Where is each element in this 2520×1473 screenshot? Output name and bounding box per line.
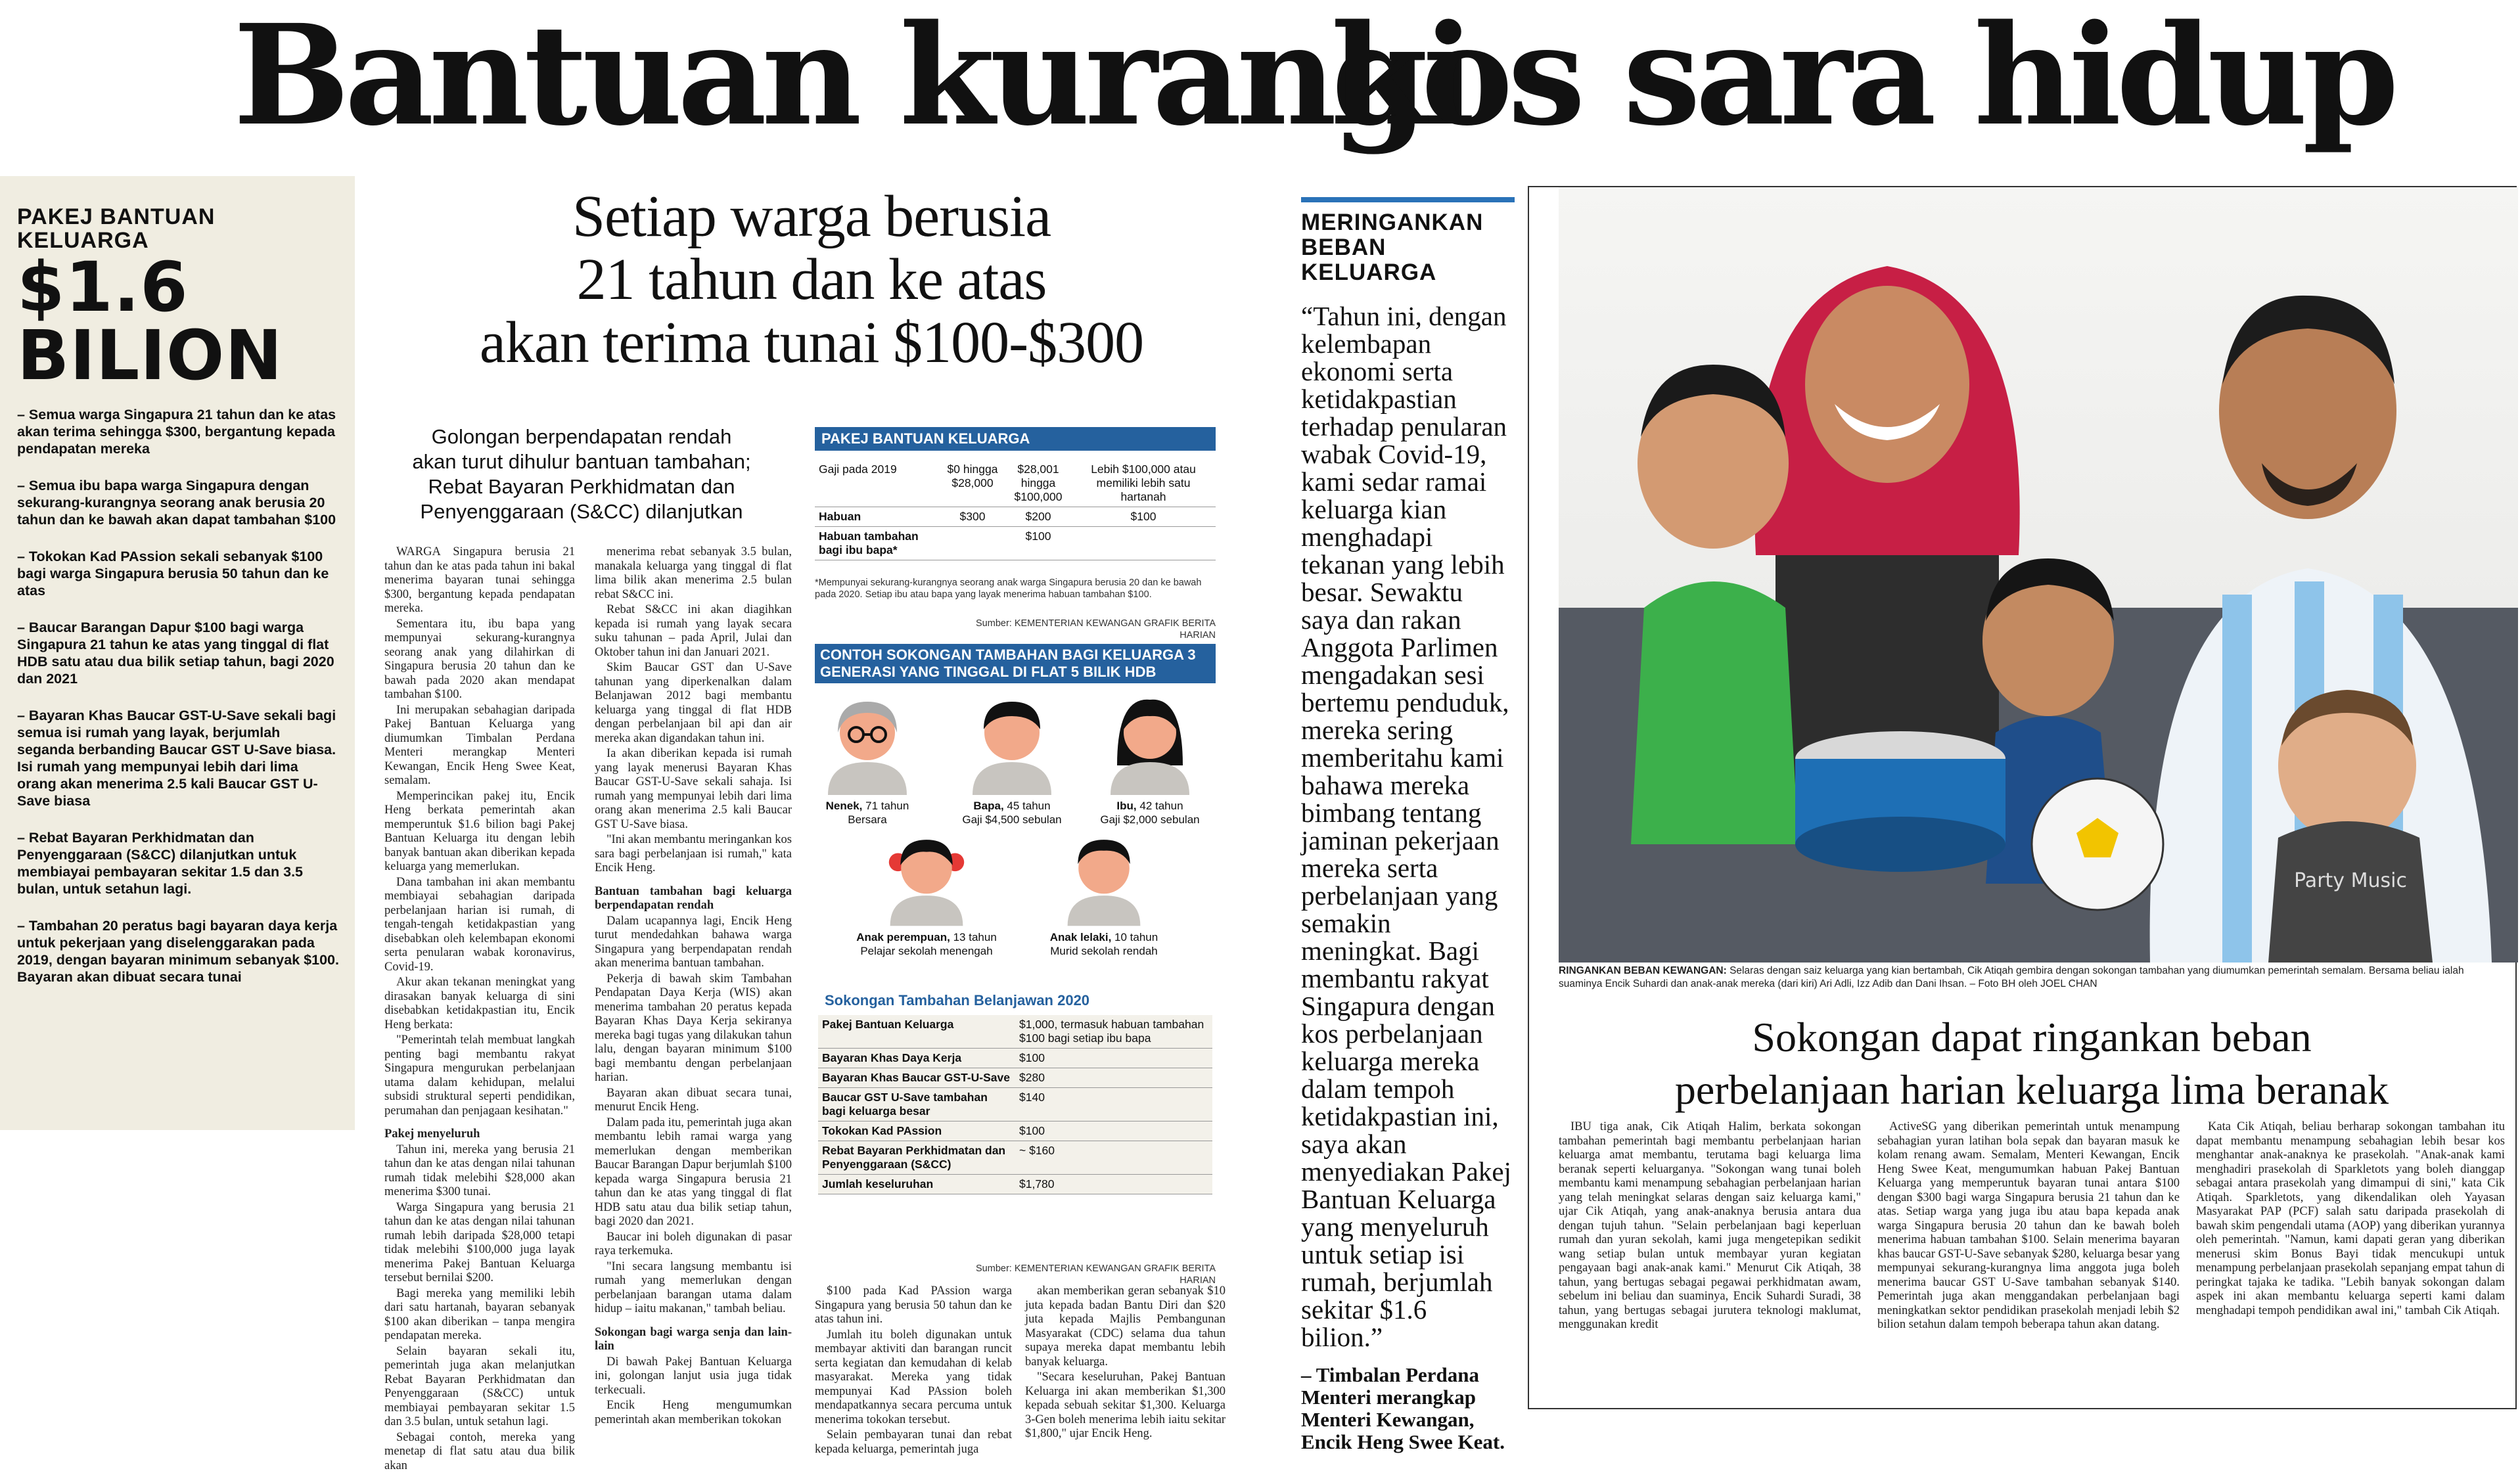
family-photo [1559, 187, 2518, 963]
paragraph: Sebagai contoh, mereka yang menetap di flat satu atau dua bilik akan [384, 1431, 575, 1473]
table-cell: Jumlah keseluruhan [818, 1175, 1015, 1194]
family-member-nenek [818, 696, 917, 827]
main-headline-right: kos sara hidup [1331, 7, 2394, 145]
family-member-anak-perempuan [841, 834, 1012, 958]
mother-icon [1107, 696, 1193, 795]
table-row [815, 460, 1216, 507]
paragraph: Ia akan diberikan kepada isi rumah yang layak menerusi Bayaran Khas Baucar GST-U-Save sekali sahaja. Isi rumah yang mempunyai lebih dari lima orang akan menerima 2.5 kali Baucar GST U-Save biasa. [595, 747, 792, 832]
table-row [815, 507, 1216, 527]
table-footnote: *Mempunyai sekurang-kurangnya seorang anak warga Singapura berusia 20 dan ke bawah pada 2020. Setiap ibu atau bapa yang layak menerima habuan tambahan $100. [815, 577, 1209, 601]
paragraph: Encik Heng mengumumkan pemerintah akan memberikan tokokan [595, 1399, 792, 1427]
member-name: Ibu, [1116, 800, 1136, 812]
sidebar-amount-line1: $1.6 [17, 254, 340, 321]
table-cell: Habuan [815, 507, 940, 527]
paragraph: ActiveSG yang diberikan pemerintah untuk menampung sebahagian yuran latihan bola sepak dan bayaran masuk ke kolam renang awam. Semalam, Menteri Kewangan, Encik Heng Swee Keat, mengumumkan habuan Pakej Bantuan Keluarga yang memperuntuk bayaran tunai antara $100 dengan $300 bagi warga Singapura berusia 21 tahun dan ke atas. Setiap warga yang juga ibu atau bapa kepada anak warga Singapura berusia 20 tahun dan ke bawah boleh menerima habuan tambahan $100. Selain menerima bayaran khas baucar GST-U-Save sebanyak $280, keluarga besar yang mempunyai sekurang-kurangnya lima anggota juga boleh menerima baucar GST U-Save tambahan sebanyak $140. Pemerintah juga akan menggandakan perbelanjaan bagi meningkatkan sektor pendidikan prasekolah menjadi lebih $2 bilion setahun dalam tempoh beberapa tahun akan datang. [1877, 1120, 2180, 1332]
paragraph: Ini merupakan sebahagian daripada Pakej Bantuan Keluarga yang diumumkan Timbalan Perdana Menteri merangkap Menteri Kewangan, Encik Heng Swee Keat, semalam. [384, 704, 575, 788]
sub-story-col-3 [2196, 1120, 2505, 1396]
sub-story-headline [1559, 1011, 2505, 1116]
table-cell: Pakej Bantuan Keluarga [818, 1015, 1015, 1049]
paragraph: Baucar ini boleh digunakan di pasar raya terkemuka. [595, 1231, 792, 1259]
table-row [818, 1175, 1212, 1194]
quote-column [1301, 197, 1515, 1453]
table-cell: ~ $160 [1015, 1141, 1212, 1175]
paragraph: Jumlah itu boleh digunakan untuk membayar aktiviti dan barangan runcit serta kegiatan dan kemudahan di kelab masyarakat. Mereka yang tidak mempunyai Kad PAssion boleh mendapatkannya secara percuma untuk menerima tokokan tersebut. [815, 1328, 1012, 1428]
sub-headline-line: Sokongan dapat ringankan beban [1559, 1011, 2505, 1064]
table-row [818, 1122, 1212, 1141]
body-column-2 [595, 545, 792, 1360]
main-headline-left: Bantuan kurangi [233, 7, 1470, 145]
table-header: $28,001 hingga $100,000 [1005, 460, 1071, 507]
member-name: Nenek, [826, 800, 863, 812]
photo-caption [1559, 964, 2505, 991]
sidebar-item: – Baucar Barangan Dapur $100 bagi warga Singapura 21 tahun ke atas yang tinggal di flat HDB satu atau dua bilik setiap tahun, bagi 2020 dan 2021 [17, 619, 340, 687]
member-age: 42 tahun [1139, 800, 1183, 812]
sidebar-list [17, 406, 340, 986]
member-desc: Bersara [818, 813, 917, 827]
member-name: Bapa, [973, 800, 1003, 812]
caption-text: Selaras dengan saiz keluarga yang kian bertambah, Cik Atiqah gembira dengan sokongan tambahan yang diumumkan pemerintah semalam. Bersama beliau ialah suaminya Encik Suhardi dan anak-anak mereka (dari kiri) Ari Adli, Izz Adib dan Dani Ihsan. – Foto BH oleh JOEL CHAN [1559, 965, 2464, 989]
grandmother-icon [825, 696, 910, 795]
table-cell: $140 [1015, 1088, 1212, 1122]
member-age: 13 tahun [953, 931, 997, 943]
table-row [815, 527, 1216, 560]
member-age: 10 tahun [1114, 931, 1158, 943]
paragraph: Pekerja di bawah skim Tambahan Pendapatan Daya Kerja (WIS) akan menerima tambahan 20 peratus kepada Bayaran Khas Daya Kerja sekiranya mereka bagi tugas yang dilakukan tahun lalu, dengan bayaran minimum $100 bagi membantu dengan perbelanjaan harian. [595, 972, 792, 1085]
paragraph: Dalam ucapannya lagi, Encik Heng turut mendedahkan bahawa warga Singapura yang berpendapatan rendah akan menerima bantuan tambahan. [595, 915, 792, 971]
paragraph: Selain bayaran sekali itu, pemerintah juga akan melanjutkan Rebat Bayaran Perkhidmatan dan Penyenggaraan (S&CC) untuk membiayai pembayaran sekitar 1.5 dan 3.5 bulan, untuk setahun lagi. [384, 1345, 575, 1430]
package-table [815, 460, 1216, 560]
sub-story-col-2 [1877, 1120, 2180, 1396]
table-header: Lebih $100,000 atau memiliki lebih satu hartanah [1071, 460, 1216, 507]
caption-label: RINGANKAN BEBAN KEWANGAN: [1559, 965, 1727, 976]
father-icon [969, 696, 1055, 795]
table-cell: $100 [1071, 507, 1216, 527]
paragraph: "Ini secara langsung membantu isi rumah yang memerlukan dengan perbelanjaan barangan utama dalam hidup – iaitu makanan," tambah beliau. [595, 1260, 792, 1317]
family-member-bapa [946, 696, 1078, 827]
table-cell: $100 [1015, 1049, 1212, 1068]
support-source: Sumber: KEMENTERIAN KEWANGAN GRAFIK BERITA HARIAN [946, 1263, 1216, 1286]
deck-line: Rebat Bayaran Perkhidmatan dan [384, 474, 779, 499]
paragraph: "Secara keseluruhan, Pakej Bantuan Keluarga ini akan memberikan $1,300 kepada sebuah sekitar $1,300. Keluarga 3-Gen boleh menerima lebih iaitu sekitar $1,800," ujar Encik Heng. [1025, 1371, 1226, 1441]
paragraph: Dalam pada itu, pemerintah juga akan membantu lebih ramai warga yang memerlukan dengan memberikan Baucar Barangan Dapur berjumlah $100 kepada warga Singapura berusia 21 tahun dan ke atas yang tinggal di flat HDB satu atau dua bilik setiap tahun, bagi 2020 dan 2021. [595, 1116, 792, 1229]
subheading: Pakej menyeluruh [384, 1127, 575, 1142]
member-age: 71 tahun [865, 800, 909, 812]
table-row [818, 1141, 1212, 1175]
paragraph: Tahun ini, mereka yang berusia 21 tahun dan ke atas dengan nilai tahunan rumah tidak melebihi $28,000 akan menerima $300 tunai. [384, 1143, 575, 1200]
member-age: 45 tahun [1007, 800, 1050, 812]
table-cell: $100 [1015, 1122, 1212, 1141]
body-column-4 [1025, 1284, 1226, 1403]
paragraph: WARGA Singapura berusia 21 tahun dan ke atas pada tahun ini bakal menerima bayaran tunai sehingga $300, bergantung kepada pendapatan mereka. [384, 545, 575, 616]
shirt-print: Party Music [2294, 869, 2407, 892]
member-desc: Gaji $4,500 sebulan [946, 813, 1078, 827]
subheading: Bantuan tambahan bagi keluarga berpendapatan rendah [595, 885, 792, 913]
infographic-banner-2: CONTOH SOKONGAN TAMBAHAN BAGI KELUARGA 3 GENERASI YANG TINGGAL DI FLAT 5 BILIK HDB [815, 644, 1216, 683]
paragraph: menerima rebat sebanyak 3.5 bulan, manakala keluarga yang tinggal di flat lima bilik akan menerima 2.5 bulan rebat S&CC ini. [595, 545, 792, 602]
body-column-1 [384, 545, 575, 1406]
paragraph: Kata Cik Atiqah, beliau berharap sokongan tambahan itu dapat membantu menampung sebahagian lebih besar kos menghantar anak-anaknya ke prasekolah. "Anak-anak kami menghadiri prasekolah di Sparkletots yang boleh dianggap sebagai antara prasekolah yang dimampui di sini," kata Cik Atiqah. Sparkletots, yang dikendalikan oleh Yayasan Masyarakat PAP (PCF) salah satu daripada prasekolah di bawah skim pengendali utama (AOP) yang diberikan yurannya oleh pemerintah. "Namun, kami dapati geran yang diberikan menerusi skim Bonus Bayi tidak mencukupi untuk menampung perbelanjaan prasekolah sepanjang empat tahun di peringkat tajaka ke tadika. "Lebih banyak sokongan dalam aspek ini akan membantu keluarga seperti kami dalam menghadapi tempoh pendidikan awal ini," tambah Cik Atiqah. [2196, 1120, 2505, 1318]
table-source: Sumber: KEMENTERIAN KEWANGAN GRAFIK BERITA HARIAN [946, 618, 1216, 641]
table-cell: $280 [1015, 1068, 1212, 1088]
paragraph: "Pemerintah telah membuat langkah penting bagi membantu rakyat Singapura mengurukan perbelanjaan utama dalam kehidupan, melalui subsidi struktural seperti pendidikan, perumahan dan penjagaan kesihatan." [384, 1033, 575, 1118]
daughter-icon [887, 834, 966, 926]
deck-line: akan turut dihulur bantuan tambahan; [384, 449, 779, 474]
sidebar-item: – Tokokan Kad PAssion sekali sebanyak $100 bagi warga Singapura berusia 50 tahun dan ke atas [17, 548, 340, 599]
table-cell: Baucar GST U-Save tambahan bagi keluarga besar [818, 1088, 1015, 1122]
paragraph: Akur akan tekanan meningkat yang dirasakan banyak keluarga di sini disebabkan ketidakpastian itu, Encik Heng berkata: [384, 976, 575, 1032]
table-cell: $100 [1005, 527, 1071, 560]
paragraph: Memperincikan pakej itu, Encik Heng berkata pemerintah akan memperuntuk $1.6 bilion bagi Pakej Bantuan Keluarga itu dengan lebih banyak bantuan akan diberikan kepada keluarga yang memerlukan. [384, 790, 575, 874]
subheading: Sokongan bagi warga senja dan lain-lain [595, 1326, 792, 1354]
table-header: $0 hingga $28,000 [940, 460, 1005, 507]
table-row [818, 1068, 1212, 1088]
family-photo-illustration [1559, 187, 2518, 963]
paragraph: Rebat S&CC ini akan diagihkan kepada isi rumah yang layak secara suku tahunan – pada April, Julai dan Oktober tahun ini dan Januari 2021. [595, 603, 792, 660]
quote-attribution: – Timbalan Perdana Menteri merangkap Menteri Kewangan, Encik Heng Swee Keat. [1301, 1364, 1515, 1453]
table-cell: Bayaran Khas Daya Kerja [818, 1049, 1015, 1068]
table-cell: $300 [940, 507, 1005, 527]
story-headline-line: 21 tahun dan ke atas [394, 248, 1229, 311]
body-column-3 [815, 1284, 1012, 1403]
paragraph: Warga Singapura yang berusia 21 tahun dan ke atas dengan nilai tahunan rumah lebih daripada $28,000 tetapi tidak melebihi $100,000 juga layak menerima Pakej Bantuan Keluarga tersebut bernilai $200. [384, 1201, 575, 1286]
member-name: Anak lelaki, [1050, 931, 1112, 943]
story-deck [384, 424, 779, 524]
sidebar-item: – Semua warga Singapura 21 tahun dan ke atas akan terima sehingga $300, bergantung kepada pendapatan mereka [17, 406, 340, 457]
family-member-ibu [1084, 696, 1216, 827]
paragraph: Skim Baucar GST dan U-Save tahunan yang diperkenalkan dalam Belanjawan 2012 bagi membantu keluarga yang tinggal di flat HDB dengan perbelanjaan bil api dan air mereka akan digandakan tahun ini. [595, 661, 792, 746]
sidebar-item: – Bayaran Khas Baucar GST-U-Save sekali bagi semua isi rumah yang layak, berjumlah seganda berbanding Baucar GST U-Save biasa. Isi rumah yang mempunyai lebih dari lima orang akan menerima 2.5 kali Baucar GST U-Save biasa [17, 707, 340, 809]
deck-line: Golongan berpendapatan rendah [384, 424, 779, 449]
paragraph: Di bawah Pakej Bantuan Keluarga ini, golongan lanjut usia juga tidak terkecuali. [595, 1355, 792, 1398]
son-icon [1065, 834, 1143, 926]
support-table-title: Sokongan Tambahan Belanjawan 2020 [825, 992, 1089, 1009]
member-desc: Pelajar sekolah menengah [841, 944, 1012, 958]
paragraph: IBU tiga anak, Cik Atiqah Halim, berkata sokongan tambahan pemerintah bagi membantu perbelanjaan harian keluarga amat membantu, terutama bagi keluarga lima beranak seperti keluarganya. "Sokongan wang tunai boleh membantu kami menampung sebahagian perbelanjaan harian yang telah meningkat selaras dengan saiz keluarga kami," ujar Cik Atiqah, yang anak-anaknya berusia antara dua dengan tujuh tahun. "Selain perbelanjaan bagi keperluan rumah dan yuran sekolah, kami juga mengetepikan sedikit wang setiap bulan untuk membayar yuran kegiatan pengayaan bagi anak-anak kami." Menurut Cik Atiqah, 38 tahun, yang bertugas sebagai pegawai perkhidmatan awam, sebelum ini beliau dan suaminya, Encik Suhardi Suradi, 38 tahun, yang bertugas sebagai jurutera teknologi maklumat, menggunakan kredit [1559, 1120, 1861, 1332]
paragraph: Dana tambahan ini akan membantu membiayai sebahagian daripada perbelanjaan harian isi rumah, di tengah-tengah ketidakpastian yang disebabkan oleh kelembapan ekonomi serta penularan wabak koronavirus, Covid-19. [384, 876, 575, 975]
paragraph: akan memberikan geran sebanyak $10 juta kepada badan Bantu Diri dan $20 juta kepada Majlis Pembangunan Masyarakat (CDC) selama dua tahun supaya mereka dapat membantu lebih banyak keluarga. [1025, 1284, 1226, 1369]
story-headline [394, 185, 1229, 374]
deck-line: Penyenggaraan (S&CC) dilanjutkan [384, 499, 779, 524]
sidebar-item: – Semua ibu bapa warga Singapura dengan sekurang-kurangnya seorang anak berusia 20 tahun dan ke bawah akan dapat tambahan $100 [17, 477, 340, 528]
photo-story-box [1528, 186, 2517, 1409]
infographic-banner-1: PAKEJ BANTUAN KELUARGA [815, 427, 1216, 451]
member-desc: Gaji $2,000 sebulan [1084, 813, 1216, 827]
story-headline-line: akan terima tunai $100-$300 [394, 311, 1229, 374]
sidebar-amount-line2: BILION [17, 322, 340, 389]
table-cell: $1,000, termasuk habuan tambahan $100 bagi setiap ibu bapa [1015, 1015, 1212, 1049]
table-row [818, 1049, 1212, 1068]
family-member-anak-lelaki [1032, 834, 1176, 958]
paragraph: Bagi mereka yang memiliki lebih dari satu hartanah, bayaran sebanyak $100 akan diberikan – tanpa mengira pendapatan mereka. [384, 1287, 575, 1344]
sidebar-item: – Tambahan 20 peratus bagi bayaran daya kerja untuk pekerjaan yang diselenggarakan pada 2019, dengan bayaran minimum sebanyak $100. Bayaran akan dibuat secara tunai [17, 917, 340, 986]
sub-story-col-1 [1559, 1120, 1861, 1396]
table-cell: $1,780 [1015, 1175, 1212, 1194]
paragraph: "Ini akan membantu meringankan kos sara bagi perbelanjaan isi rumah," kata Encik Heng. [595, 833, 792, 876]
table-cell [1071, 527, 1216, 560]
support-table [818, 1015, 1212, 1194]
member-name: Anak perempuan, [856, 931, 950, 943]
story-headline-line: Setiap warga berusia [394, 185, 1229, 248]
table-cell: Tokokan Kad PAssion [818, 1122, 1015, 1141]
table-cell [940, 527, 1005, 560]
pull-quote: “Tahun ini, dengan kelembapan ekonomi serta ketidakpastian terhadap penularan wabak Covid-19, kami sedar ramai keluarga kian menghadapi tekanan yang lebih besar. Sewaktu saya dan rakan Anggota Parlimen mengadakan sesi bertemu penduduk, mereka sering memberitahu kami bahawa mereka bimbang tentang jaminan pekerjaan mereka serta perbelanjaan yang semakin meningkat. Bagi membantu rakyat Singapura dengan kos perbelanjaan keluarga mereka dalam tempoh ketidakpastian ini, saya akan menyediakan Pakej Bantuan Keluarga yang menyeluruh untuk setiap isi rumah, berjumlah sekitar $1.6 bilion.” [1301, 302, 1515, 1351]
sidebar-factbox [0, 176, 355, 1130]
paragraph: Sementara itu, ibu bapa yang mempunyai sekurang-kurangnya seorang anak yang dilahirkan di Singapura berusia 20 tahun dan ke bawah pada 2020 akan mendapat tambahan $100. [384, 618, 575, 702]
paragraph: $100 pada Kad PAssion warga Singapura yang berusia 50 tahun dan ke atas tahun ini. [815, 1284, 1012, 1327]
table-cell: Bayaran Khas Baucar GST-U-Save [818, 1068, 1015, 1088]
quote-kicker: MERINGANKAN BEBAN KELUARGA [1301, 197, 1515, 285]
paragraph: Selain pembayaran tunai dan rebat kepada keluarga, pemerintah juga [815, 1428, 1012, 1457]
member-desc: Murid sekolah rendah [1032, 944, 1176, 958]
table-header: Gaji pada 2019 [815, 460, 940, 507]
table-cell: Rebat Bayaran Perkhidmatan dan Penyenggaraan (S&CC) [818, 1141, 1015, 1175]
sidebar-kicker: PAKEJ BANTUAN KELUARGA [17, 205, 340, 252]
table-cell: Habuan tambahan bagi ibu bapa* [815, 527, 940, 560]
paragraph: Bayaran akan dibuat secara tunai, menurut Encik Heng. [595, 1087, 792, 1115]
sidebar-item: – Rebat Bayaran Perkhidmatan dan Penyenggaraan (S&CC) dilanjutkan untuk membiayai pembayaran sekitar 1.5 dan 3.5 bulan, untuk setahun lagi. [17, 829, 340, 897]
sub-headline-line: perbelanjaan harian keluarga lima beranak [1559, 1064, 2505, 1116]
table-cell: $200 [1005, 507, 1071, 527]
table-row [818, 1015, 1212, 1049]
table-row [818, 1088, 1212, 1122]
